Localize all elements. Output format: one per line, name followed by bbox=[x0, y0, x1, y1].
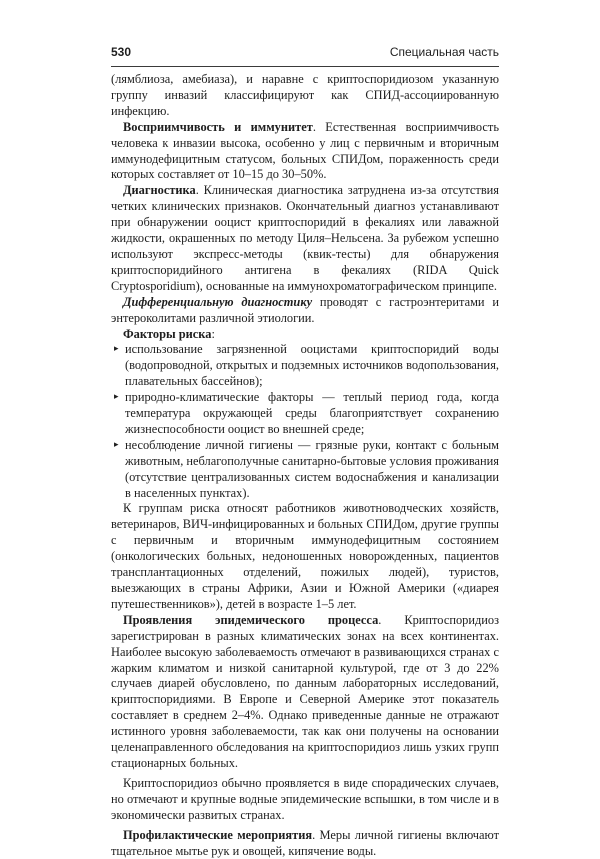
heading-colon: : bbox=[211, 326, 215, 341]
risk-factors-heading bbox=[111, 327, 499, 343]
paragraph-text: . Криптоспоридиоз зарегистрирован в разных климатических зонах на всех континентах. Наиболее высокую заболеваемость отмечают в развивающихся странах с жарким климатом и низкой санитарной культурой, где от 3 до 22% случаев диарей обусловлено, по данным лабораторных исследований, криптоспоридиями. В Европе и Северной Америке этот показатель составляет в среднем 2–4%. Однако приведенные данные не отражают истинного уровня заболеваемости, так как они получены на основании целенаправленного обследования на криптоспоридиоз лишь узких групп стационарных больных. bbox=[111, 612, 499, 770]
paragraph-text: . Меры личной гигиены включают тщательное мытье рук и овощей, кипячение воды. bbox=[111, 827, 500, 858]
paragraph-risk-groups bbox=[111, 501, 499, 612]
paragraph-differential bbox=[111, 295, 499, 327]
paragraph-heading: Диагностика bbox=[123, 183, 196, 198]
paragraph-text: К группам риска относят работников животноводческих хозяйств, ветеринаров, ВИЧ-инфицированных и больных СПИДом, другие группы с первичным и вторичным иммунодефицитным состоянием (онкологических больных, недоношенных новорожденных, пациентов трансплантационных отделений, пожилых людей), туристов, выезжающих в страны Африки, Азии и Южной Америки («диарея путешественников»), детей в возрасте 1–5 лет. bbox=[111, 501, 499, 611]
list-item bbox=[111, 390, 499, 438]
paragraph-heading: Проявления эпидемического процесса bbox=[123, 612, 379, 627]
bullet-triangle-icon: ▸ bbox=[114, 439, 119, 450]
list-item-text: природно-климатические факторы — теплый период года, когда температура окружающей среды благоприятствует сохранению жизнеспособности ооцист во внешней среде; bbox=[125, 390, 499, 436]
body-text bbox=[111, 72, 499, 859]
bullet-triangle-icon: ▸ bbox=[114, 344, 119, 355]
running-header bbox=[111, 42, 499, 67]
paragraph-prevention bbox=[111, 828, 499, 859]
paragraph-heading: Факторы риска bbox=[123, 326, 212, 341]
paragraph-text: . Клиническая диагностика затруднена из-за отсутствия четких клинических признаков. Окончательный диагноз устанавливают при обнаружении ооцист криптоспоридий в фекалиях или лаважной жидкости, окрашенных по методу Циля–Нельсена. За рубежом успешно используют экспресс-методы (квик-тесты) для обнаружения криптоспоридийного антигена в фекалиях (RIDA Quick Cryptosporidium), основанные на иммунохроматографическом принципе. bbox=[111, 183, 499, 293]
paragraph-text: Криптоспоридиоз обычно проявляется в виде спорадических случаев, но отмечают и крупные водные эпидемические вспышки, в том числе и в экономически развитых странах. bbox=[111, 775, 499, 822]
list-item bbox=[111, 438, 499, 502]
paragraph-outbreaks bbox=[111, 776, 499, 824]
paragraph-heading: Восприимчивость и иммунитет bbox=[123, 119, 313, 134]
bullet-triangle-icon: ▸ bbox=[114, 392, 119, 403]
paragraph-text: . Естественная восприимчивость человека к инвазии высока, особенно у лиц с первичным и вторичным иммунодефицитным статусом, больных СПИДом, пораженность среди которых составляет от 10–15 до 30–50%. bbox=[111, 119, 499, 182]
paragraph-susceptibility bbox=[111, 120, 499, 184]
paragraph-heading: Дифференциальную диагностику bbox=[123, 294, 313, 309]
paragraph-diagnostics bbox=[111, 183, 499, 294]
paragraph-epidemic-process bbox=[111, 613, 499, 772]
paragraph-text: (лямблиоза, амебиаза), и наравне с криптоспоридиозом указанную группу инвазий классифицируют как СПИД-ассоциированную инфекцию. bbox=[111, 72, 499, 118]
paragraph-heading: Профилактические мероприятия bbox=[123, 827, 313, 842]
paragraph-text: проводят с гастроэнтеритами и энтероколитами различной этиологии. bbox=[111, 294, 499, 325]
list-item bbox=[111, 342, 499, 390]
risk-factors-list bbox=[111, 342, 499, 501]
section-title: Специальная часть bbox=[389, 45, 499, 59]
paragraph-continuation bbox=[111, 72, 499, 120]
list-item-text: несоблюдение личной гигиены — грязные руки, контакт с больным животным, неблагополучные санитарно-бытовые условия проживания (отсутствие централизованных систем водоснабжения и канализации в населенных пунктах). bbox=[125, 437, 499, 500]
list-item-text: использование загрязненной ооцистами криптоспоридий воды (водопроводной, открытых и подземных источников водопользования, плавательных бассейнов); bbox=[125, 342, 499, 389]
page-number: 530 bbox=[111, 45, 132, 59]
